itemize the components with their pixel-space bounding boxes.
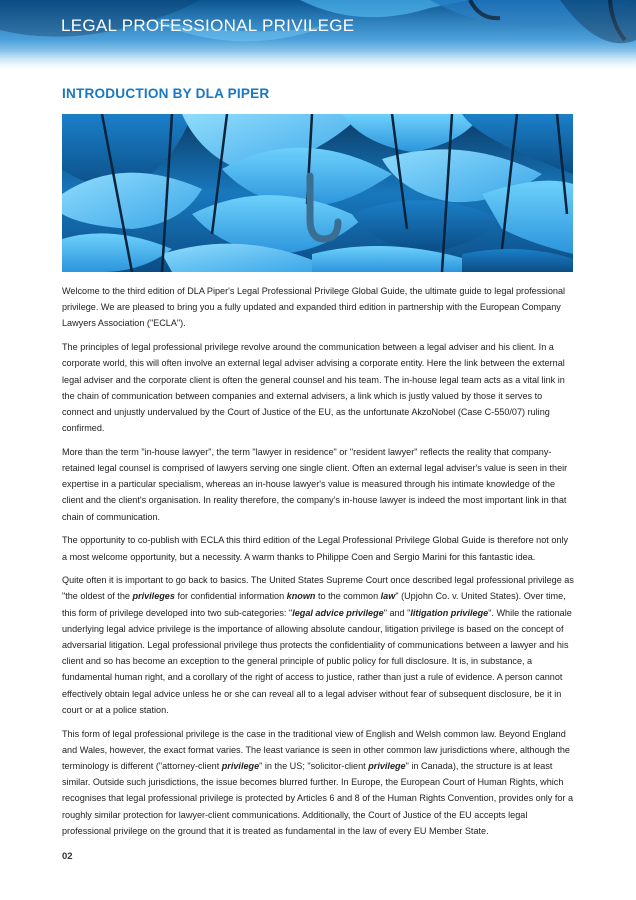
emphasized-text: privilege: [221, 760, 260, 771]
paragraph: [62, 339, 574, 436]
umbrella-banner-image: [0, 0, 636, 72]
paragraph: [62, 444, 574, 525]
paragraph: [62, 283, 574, 332]
paragraph: [62, 532, 574, 564]
paragraph-text: to the common: [315, 591, 381, 602]
paragraph-text: ". While the rationale underlying legal advice privilege is the importance of allowing absolute candour, litigation privilege is based on the concept of adversarial litigation. Legal professional privilege thus protects the confidentiality of communications between a lawyer and his client and so has become an exception to the general principle of public policy for full disclosure. It is, in substance, a fundamental human right, and a corollary of the right of access to justice, rather than just a rule of evidence. A person cannot effectively obtain legal advice unless he or she can reveal all to a legal adviser without fear of subsequent disclosure, be it in court or at a police station.: [62, 607, 572, 715]
emphasized-text: legal advice privilege: [292, 607, 384, 618]
emphasized-text: law: [380, 591, 396, 602]
paragraph-text: More than the term "in-house lawyer", the term "lawyer in residence" or "resident lawyer" reflects the reality that company-retained legal counsel is comprised of lawyers serving one single client. Often an external legal adviser's value is seen in their expertise in a particular specialism, whereas an in-house lawyer's value is measured through his intimate knowledge of the client and the client's organisation. In reality therefore, the company's in-house lawyer is indeed the most important link in that chain of communication.: [62, 446, 568, 522]
paragraph: [62, 572, 574, 718]
paragraph-text: The principles of legal professional privilege revolve around the communication between a legal adviser and his client. In a corporate world, this will often involve an external legal adviser advising a corporate entity. Here the link between the external legal adviser and the corporate client is often the general counsel and his team. The in-house legal team acts as a vital link in the chain of communication between companies and external advisers, a link which is justly valued by those it serves to connect and unjustly undervalued by the Court of Justice of the EU, as the unfortunate AkzoNobel (Case C-550/07) ruling confirmed.: [62, 342, 565, 434]
emphasized-text: privileges: [132, 591, 175, 602]
umbrellas-image: [62, 114, 573, 272]
article-body: [62, 283, 574, 847]
paragraph-text: This form of legal professional privilege is the case in the traditional view of English and Welsh common law. Beyond England and Wales, however, the exact format varies. The least variance is seen in other common law jurisdictions where, although the terminology is different ("attorney-client: [62, 728, 570, 771]
paragraph-text: " (Upjohn Co. v. United States). Over time, this form of privilege developed into two sub-categories: ": [62, 591, 566, 618]
section-heading: INTRODUCTION BY DLA PIPER: [62, 86, 270, 101]
paragraph-text: The opportunity to co-publish with ECLA this third edition of the Legal Professional Privilege Global Guide is therefore not only a most welcome opportunity, but a necessity. A warm thanks to Philippe Coen and Sergio Marini for this fantastic idea.: [62, 535, 568, 562]
emphasized-text: litigation privilege: [410, 607, 489, 618]
paragraph-text: Welcome to the third edition of DLA Piper's Legal Professional Privilege Global Guide, the ultimate guide to legal professional privilege. We are pleased to bring you a fully updated and expanded third edition in partnership with the European Company Lawyers Association ("ECLA").: [62, 286, 566, 329]
header-banner: [0, 0, 636, 72]
paragraph-text: Quite often it is important to go back to basics. The United States Supreme Court once described legal professional privilege as "the oldest of the: [62, 575, 574, 602]
page-number: 02: [62, 851, 73, 862]
paragraph-text: " in the US; "solicitor-client: [259, 760, 369, 771]
paragraph-text: " in Canada), the structure is at least similar. Outside such jurisdictions, the issue becomes blurred further. In Europe, the European Court of Human Rights, which recognises that legal professional privilege is protected by Articles 6 and 8 of the Human Rights Convention, provides only for a roughly similar protection for lawyer-client communications. Additionally, the Court of Justice of the EU accepts legal professional privilege on the ground that it is treated as fundamental in the law of every EU Member State.: [62, 760, 574, 836]
paragraph: [62, 726, 574, 839]
emphasized-text: known: [286, 591, 316, 602]
paragraph-text: " and ": [383, 607, 411, 618]
emphasized-text: privilege: [368, 760, 406, 771]
umbrellas-photo: [62, 114, 573, 272]
paragraph-text: for confidential information: [174, 591, 287, 602]
banner-title: LEGAL PROFESSIONAL PRIVILEGE: [61, 16, 355, 35]
